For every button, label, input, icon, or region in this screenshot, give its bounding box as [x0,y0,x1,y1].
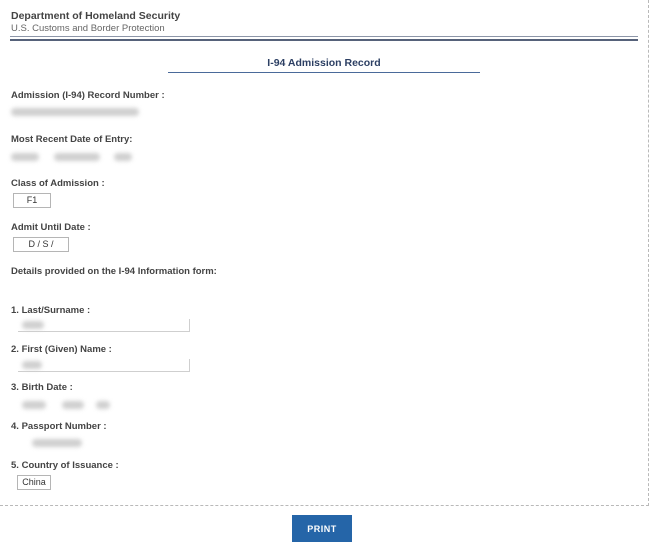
entry-date-label: Most Recent Date of Entry: [11,134,133,145]
header-divider-bold [10,39,638,41]
record-number-value-redacted [11,108,139,116]
class-value: F1 [13,193,51,208]
given-name-value-redacted [22,361,42,369]
surname-number: 1. [11,305,19,316]
header-divider [10,36,638,37]
passport-text: Passport Number : [21,421,107,432]
entry-date-month-redacted [54,153,100,161]
passport-label [11,421,107,432]
birth-year-redacted [22,401,46,409]
country-text: Country of Issuance : [21,460,119,471]
given-name-field [18,359,190,372]
surname-value-redacted [22,321,44,329]
surname-text: Last/Surname : [21,305,91,316]
department-name: Department of Homeland Security [11,10,181,22]
birth-day-redacted [96,401,110,409]
given-name-text: First (Given) Name : [21,344,112,355]
record-title: I-94 Admission Record [267,57,381,69]
country-number: 5. [11,460,19,471]
agency-name: U.S. Customs and Border Protection [11,23,165,34]
entry-date-year-redacted [11,153,39,161]
admit-until-label: Admit Until Date : [11,222,91,233]
record-number-label: Admission (I-94) Record Number : [11,90,165,101]
admit-until-value: D / S / [13,237,69,252]
birth-month-redacted [62,401,84,409]
entry-date-day-redacted [114,153,132,161]
details-heading: Details provided on the I-94 Information form: [11,266,217,277]
country-label [11,460,119,471]
birth-date-text: Birth Date : [21,382,73,393]
passport-value-redacted [32,439,82,447]
passport-number-index: 4. [11,421,19,432]
given-name-number: 2. [11,344,19,355]
title-underline [168,72,480,73]
surname-field [18,319,190,332]
class-label: Class of Admission : [11,178,105,189]
birth-date-label [11,382,73,393]
print-button[interactable]: PRINT [292,515,352,542]
birth-date-number: 3. [11,382,19,393]
country-value: China [17,475,51,490]
given-name-label [11,344,112,355]
surname-label [11,305,90,316]
